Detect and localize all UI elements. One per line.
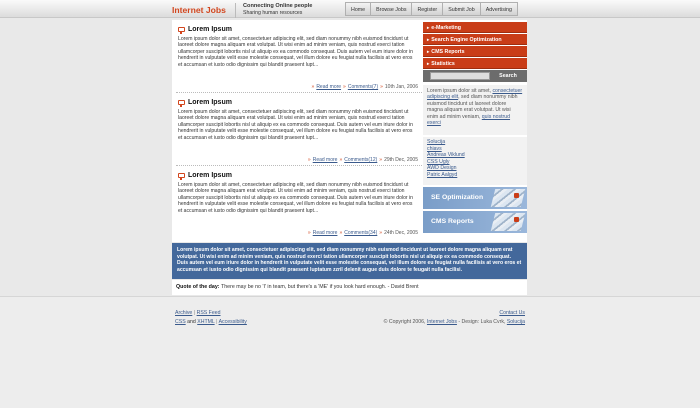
tagline-title: Connecting Online people: [243, 3, 313, 9]
quote-text: There may be no 'I' in team, but there's a 'ME' if you look hard enough. - David Brent: [220, 284, 419, 290]
separator: |: [193, 310, 196, 316]
sidebar-link[interactable]: quis nostrud exerci: [427, 113, 511, 127]
post-title-text: Lorem Ipsum: [188, 172, 232, 179]
sidebar-text-a: Lorem ipsum dolor sit amet,: [427, 88, 493, 94]
sidebar-link[interactable]: AWD Design: [427, 165, 457, 172]
footer-right: [384, 309, 525, 327]
search-input[interactable]: [430, 72, 490, 80]
designer-link[interactable]: Solucija: [506, 319, 525, 325]
comment-bubble-icon: [178, 27, 185, 32]
design-credit: - Design: Luka Cvrk,: [458, 319, 506, 325]
post-title: [178, 172, 232, 179]
post-date: 29th Dec, 2005: [384, 157, 418, 163]
content-column: [176, 24, 422, 243]
arrow-icon: »: [379, 157, 383, 163]
nav-home[interactable]: Home: [345, 2, 371, 16]
arrow-icon: »: [307, 157, 311, 163]
sidebar-link[interactable]: Patric Aalgyd: [427, 171, 458, 178]
post: [176, 24, 422, 97]
promo-graphic: [491, 189, 525, 207]
arrow-icon: »: [307, 230, 311, 236]
sidebar-item-label: CMS Reports: [431, 49, 465, 55]
promo-label: CMS Reports: [431, 218, 474, 225]
accessibility-link[interactable]: Accessibility: [218, 319, 247, 325]
post-date: 10th Jan, 2006: [384, 84, 418, 90]
post-title-text: Lorem Ipsum: [188, 26, 232, 33]
sidebar-item-statistics[interactable]: [423, 58, 527, 69]
css-link[interactable]: CSS: [175, 319, 186, 325]
search-box: [423, 70, 527, 82]
main-nav: [345, 2, 518, 17]
sidebar-item-e-marketing[interactable]: [423, 22, 527, 33]
search-button[interactable]: Search: [493, 71, 523, 81]
tagline: [235, 3, 312, 18]
sidebar-link[interactable]: CSS Ugly: [427, 158, 450, 165]
post-date: 24th Dec, 2005: [384, 230, 418, 236]
post-divider: [176, 165, 422, 166]
nav-advertising[interactable]: Advertising: [481, 2, 518, 16]
read-more-link[interactable]: Read more: [316, 84, 342, 90]
contact-us-link[interactable]: Contact Us: [499, 310, 525, 316]
nav-submit-job[interactable]: Submit Job: [443, 2, 481, 16]
sidebar-text: [423, 85, 527, 135]
arrow-icon: ▸: [427, 37, 430, 42]
comments-link[interactable]: Comments(7): [347, 84, 379, 90]
post: [176, 170, 422, 243]
footer-left: [175, 309, 247, 327]
arrow-icon: »: [339, 230, 343, 236]
arrow-icon: »: [343, 84, 346, 90]
post-body: Lorem ipsum dolor sit amet, consectetuer adipiscing elit, sed diam nonummy nibh euismod tincidunt ut laoreet dolore magna aliquam erat volutpat. Ut wisi enim ad minim veniam, quis nostrud exerci tation ullamcorper suscipit lobortis nisl ut aliquip ex ea commodo consequat. Duis autem vel eum iriure dolor in hendrerit in vulputate velit esse molestie consequat, vel illum dolore eu feugiat nulla facilisis at vero eros et accumsan et iusto odio dignissim qui blandit praesent lupt...: [178, 109, 413, 141]
footer-band: [0, 296, 700, 408]
post-divider: [176, 92, 422, 93]
promo-dot: [514, 193, 519, 198]
read-more-link[interactable]: Read more: [312, 157, 338, 163]
rss-feed-link[interactable]: RSS Feed: [196, 310, 221, 316]
and-text: and: [187, 319, 196, 325]
post-meta: [308, 230, 418, 236]
comments-link[interactable]: Comments(34): [344, 230, 378, 236]
post-body: Lorem ipsum dolor sit amet, consectetuer adipiscing elit, sed diam nonummy nibh euismod tincidunt ut laoreet dolore magna aliquam erat volutpat. Ut wisi enim ad minim veniam, quis nostrud exerci tation ullamcorper suscipit lobortis nisl ut aliquip ex ea commodo consequat. Duis autem vel eum iriure dolor in hendrerit in vulputate velit esse molestie consequat, vel illum dolore eu feugiat nulla facilisis at vero eros et accumsan et iusto odio dignissim qui blandit praesent lupt...: [178, 36, 413, 68]
arrow-icon: ▸: [427, 49, 430, 54]
arrow-icon: »: [311, 84, 315, 90]
sidebar-item-cms-reports[interactable]: [423, 46, 527, 57]
site-link[interactable]: Internet Jobs: [426, 319, 457, 325]
nav-browse-jobs[interactable]: Browse Jobs: [371, 2, 412, 16]
arrow-icon: »: [339, 157, 343, 163]
sidebar-text-b: , sed diam nonummy nibh euismod tincidunt ut laoreet dolore magna aliquam erat volutpat. Ut wisi enim ad minim veniam,: [427, 94, 518, 120]
arrow-icon: »: [379, 230, 383, 236]
post: [176, 97, 422, 170]
main-container: [172, 20, 527, 242]
promo-graphic: [491, 213, 525, 231]
comment-bubble-icon: [178, 173, 185, 178]
quote-of-the-day: [172, 280, 527, 295]
post-title: [178, 99, 232, 106]
archive-link[interactable]: Archive: [175, 310, 193, 316]
sidebar-item-seo[interactable]: [423, 34, 527, 45]
copyright-text: © Copyright 2006,: [383, 319, 426, 325]
nav-register[interactable]: Register: [412, 2, 443, 16]
promo-dot: [514, 217, 519, 222]
post-title-text: Lorem Ipsum: [188, 99, 232, 106]
promo-se-optimization[interactable]: [423, 187, 527, 209]
sidebar-links: [423, 137, 527, 185]
arrow-icon: ▸: [427, 25, 430, 30]
read-more-link[interactable]: Read more: [312, 230, 338, 236]
comments-link[interactable]: Comments(12): [344, 157, 378, 163]
sidebar: [423, 22, 527, 233]
arrow-icon: ▸: [427, 61, 430, 66]
sidebar-link[interactable]: chiavs: [427, 145, 442, 152]
post-title: [178, 26, 232, 33]
sidebar-item-label: e-Marketing: [431, 25, 461, 31]
xhtml-link[interactable]: XHTML: [197, 319, 215, 325]
comment-bubble-icon: [178, 100, 185, 105]
post-meta: [312, 84, 418, 90]
promo-cms-reports[interactable]: [423, 211, 527, 233]
promo-label: SE Optimization: [431, 194, 484, 201]
post-meta: [308, 157, 418, 163]
sidebar-link[interactable]: Solucija: [427, 139, 446, 145]
tagline-sub: Sharing human resources: [243, 9, 303, 16]
post-body: Lorem ipsum dolor sit amet, consectetuer adipiscing elit, sed diam nonummy nibh euismod tincidunt ut laoreet dolore magna aliquam erat volutpat. Ut wisi enim ad minim veniam, quis nostrud exerci tation ullamcorper suscipit lobortis nisl ut aliquip ex ea commodo consequat. Duis autem vel eum iriure dolor in hendrerit in vulputate velit esse molestie consequat, vel illum dolore eu feugiat nulla facilisis at vero eros et accumsan et iusto odio dignissim qui blandit praesent lupt...: [178, 182, 413, 214]
site-logo[interactable]: Internet Jobs: [172, 5, 226, 15]
arrow-icon: »: [380, 84, 383, 90]
sidebar-link[interactable]: Andreas Viklund: [427, 152, 465, 159]
sidebar-item-label: Search Engine Optimization: [431, 37, 502, 43]
blue-info-band: Lorem ipsum dolor sit amet, consectetuer adipiscing elit, sed diam nonummy nibh euismod tincidunt ut laoreet dolore magna aliquam erat volutpat. Ut wisi enim ad minim veniam, quis nostrud exerci tation ullamcorper suscipit lobortis nisl ut aliquip ex ea commodo consequat. Duis autem vel eum iriure dolor in hendrerit in vulputate velit esse molestie consequat, vel illum dolore eu feugiat nulla facilisis at vero eros et accumsan et iusto odio dignissim qui blandit praesent luptatum zzril delenit augue duis dolore te feugait nulla facilisi.: [172, 243, 527, 279]
header: [172, 0, 527, 20]
separator: |: [216, 319, 218, 325]
quote-label: Quote of the day:: [176, 284, 220, 290]
sidebar-link[interactable]: consectetuer adipiscing elit: [427, 88, 523, 101]
sidebar-item-label: Statistics: [431, 61, 455, 67]
